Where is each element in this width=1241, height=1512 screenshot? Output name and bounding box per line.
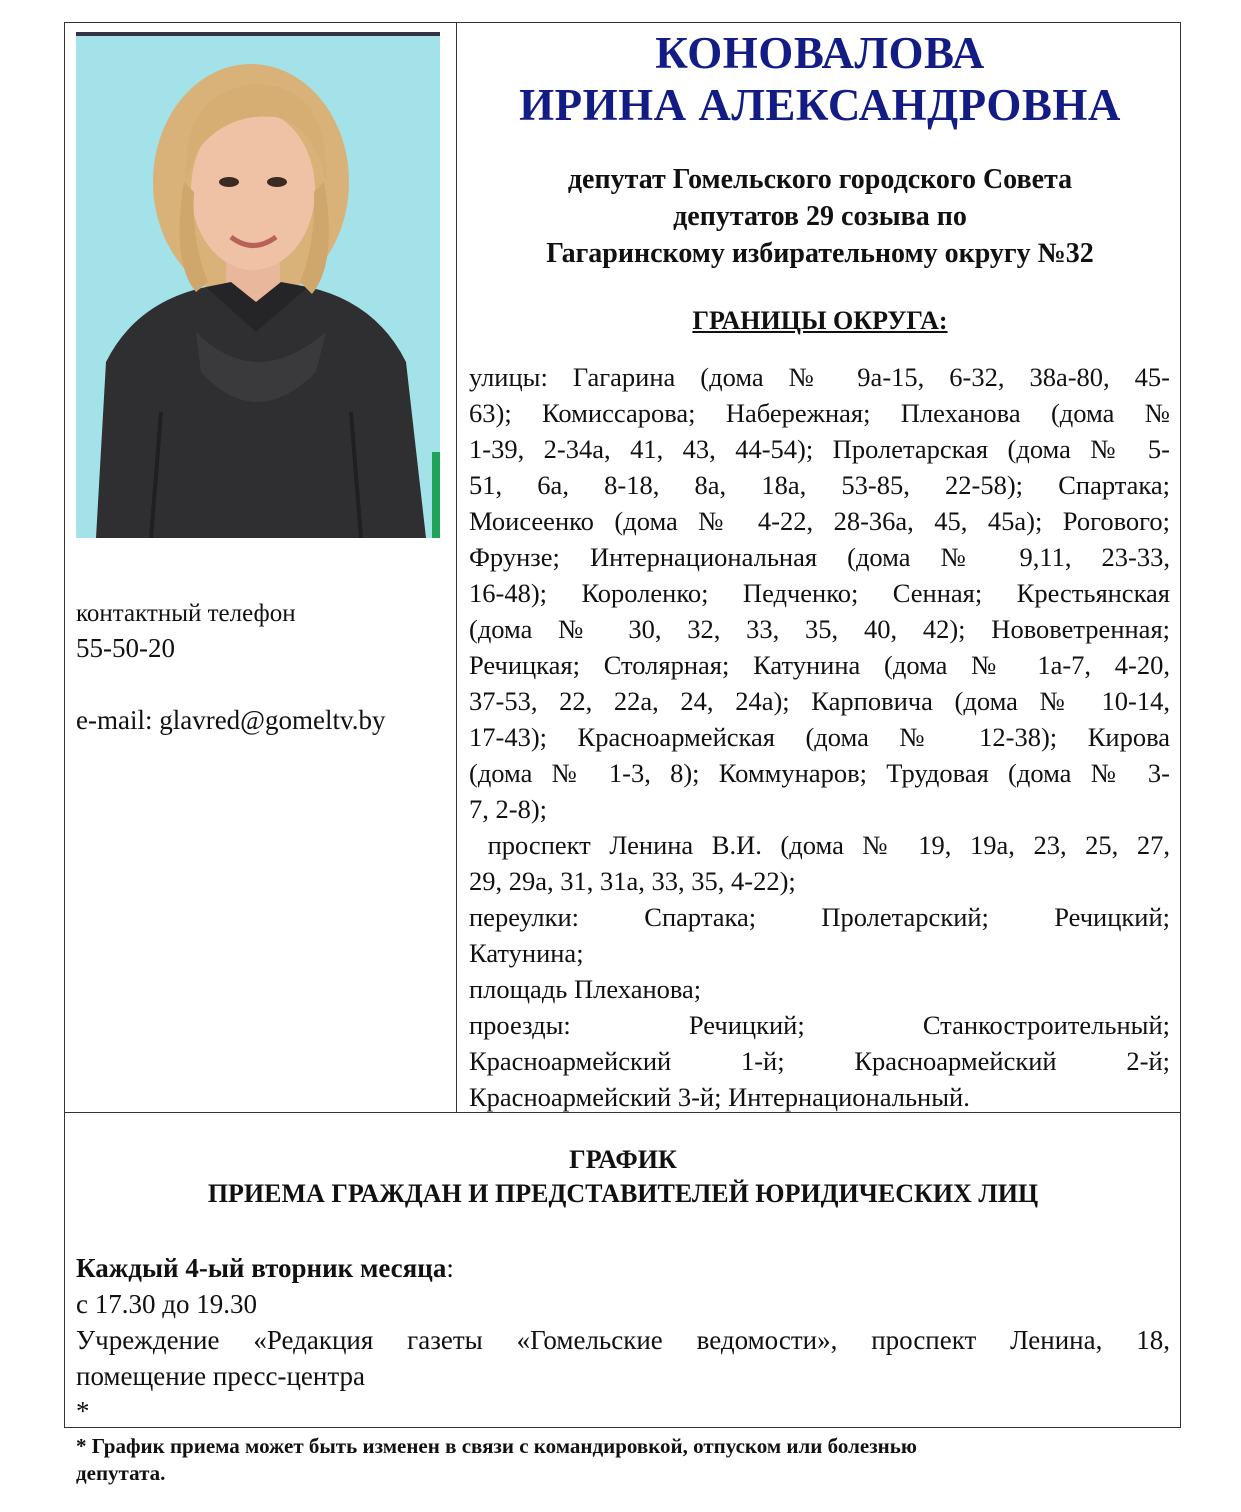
boundaries-line: 63); Комиссарова; Набережная; Плеханова (дома № <box>469 398 1170 428</box>
boundaries-line: переулки: Спартака; Пролетарский; Речицкий; <box>469 902 1170 932</box>
boundaries-line: Моисеенко (дома № 4-22, 28-36а, 45, 45а); Рогового; <box>469 506 1170 536</box>
deputy-surname: КОНОВАЛОВА <box>655 28 985 78</box>
footnote <box>76 1433 1176 1487</box>
column-divider <box>456 22 457 1113</box>
boundaries-line: 1-39, 2-34а, 41, 43, 44-54); Пролетарская (дома № 5- <box>469 434 1170 464</box>
boundaries-line: проспект Ленина В.И. (дома № 19, 19а, 23, 25, 27, <box>469 830 1170 860</box>
boundaries-line: Фрунзе; Интернациональная (дома № 9,11, 23-33, <box>469 542 1170 572</box>
footnote-line: депутата. <box>76 1461 166 1485</box>
contact-label: контактный телефон <box>76 600 296 627</box>
boundaries-line: (дома № 30, 32, 33, 35, 40, 42); Нововетренная; <box>469 614 1170 644</box>
schedule-place <box>76 1322 1170 1394</box>
boundaries-line: Красноармейский 3-й; Интернациональный. <box>469 1082 970 1112</box>
schedule-place-line: помещение пресс-центра <box>76 1361 365 1391</box>
schedule-subheading: ПРИЕМА ГРАЖДАН И ПРЕДСТАВИТЕЛЕЙ ЮРИДИЧЕСКИХ ЛИЦ <box>207 1179 1039 1208</box>
schedule-time: с 17.30 до 19.30 <box>76 1289 257 1319</box>
boundaries-line: 7, 2-8); <box>469 794 548 824</box>
position-line: Гагаринскому избирательному округу №32 <box>546 238 1094 269</box>
boundaries-line: 51, 6а, 8-18, 8а, 18а, 53-85, 22-58); Спартака; <box>469 470 1170 500</box>
boundaries-text <box>469 359 1170 1115</box>
contact-email: e-mail: glavred@gomeltv.by <box>76 705 386 735</box>
boundaries-line: площадь Плеханова; <box>469 974 702 1004</box>
schedule-footnote-mark: * <box>76 1396 90 1426</box>
portrait-photo-icon <box>76 32 440 538</box>
schedule-day <box>76 1250 1170 1286</box>
footnote-line: * График приема может быть изменен в связи с командировкой, отпуском или болезнью <box>76 1434 917 1458</box>
contact-phone: 55-50-20 <box>76 633 175 663</box>
boundaries-line: проезды: Речицкий; Станкостроительный; <box>469 1010 1170 1040</box>
boundaries-line: 17-43); Красноармейская (дома № 12-38); Кирова <box>469 722 1170 752</box>
deputy-photo <box>76 32 440 538</box>
schedule-day-bold: Каждый 4-ый вторник месяца <box>76 1253 447 1283</box>
schedule-day-suffix: : <box>446 1253 454 1283</box>
boundaries-line: 37-53, 22, 22а, 24, 24а); Карповича (дома № 10-14, <box>469 686 1170 716</box>
boundaries-line: Речицкая; Столярная; Катунина (дома № 1а-7, 4-20, <box>469 650 1170 680</box>
boundaries-line: (дома № 1-3, 8); Коммунаров; Трудовая (дома № 3- <box>469 758 1170 788</box>
position-line: депутатов 29 созыва по <box>673 201 967 232</box>
boundaries-line: 29, 29а, 31, 31а, 33, 35, 4-22); <box>469 866 796 896</box>
boundaries-line: 16-48); Короленко; Педченко; Сенная; Крестьянская <box>469 578 1170 608</box>
schedule-heading: ГРАФИК <box>569 1145 677 1174</box>
boundaries-line: Катунина; <box>469 938 584 968</box>
position-line: депутат Гомельского городского Совета <box>567 164 1073 195</box>
boundaries-line: улицы: Гагарина (дома № 9а-15, 6-32, 38а-80, 45- <box>469 362 1170 392</box>
boundaries-line: Красноармейский 1-й; Красноармейский 2-й; <box>469 1046 1170 1076</box>
deputy-given-names: ИРИНА АЛЕКСАНДРОВНА <box>519 80 1121 130</box>
boundaries-heading: ГРАНИЦЫ ОКРУГА: <box>692 306 948 335</box>
schedule-place-line: Учреждение «Редакция газеты «Гомельские ведомости», проспект Ленина, 18, <box>76 1325 1170 1355</box>
deputy-position <box>470 161 1170 272</box>
